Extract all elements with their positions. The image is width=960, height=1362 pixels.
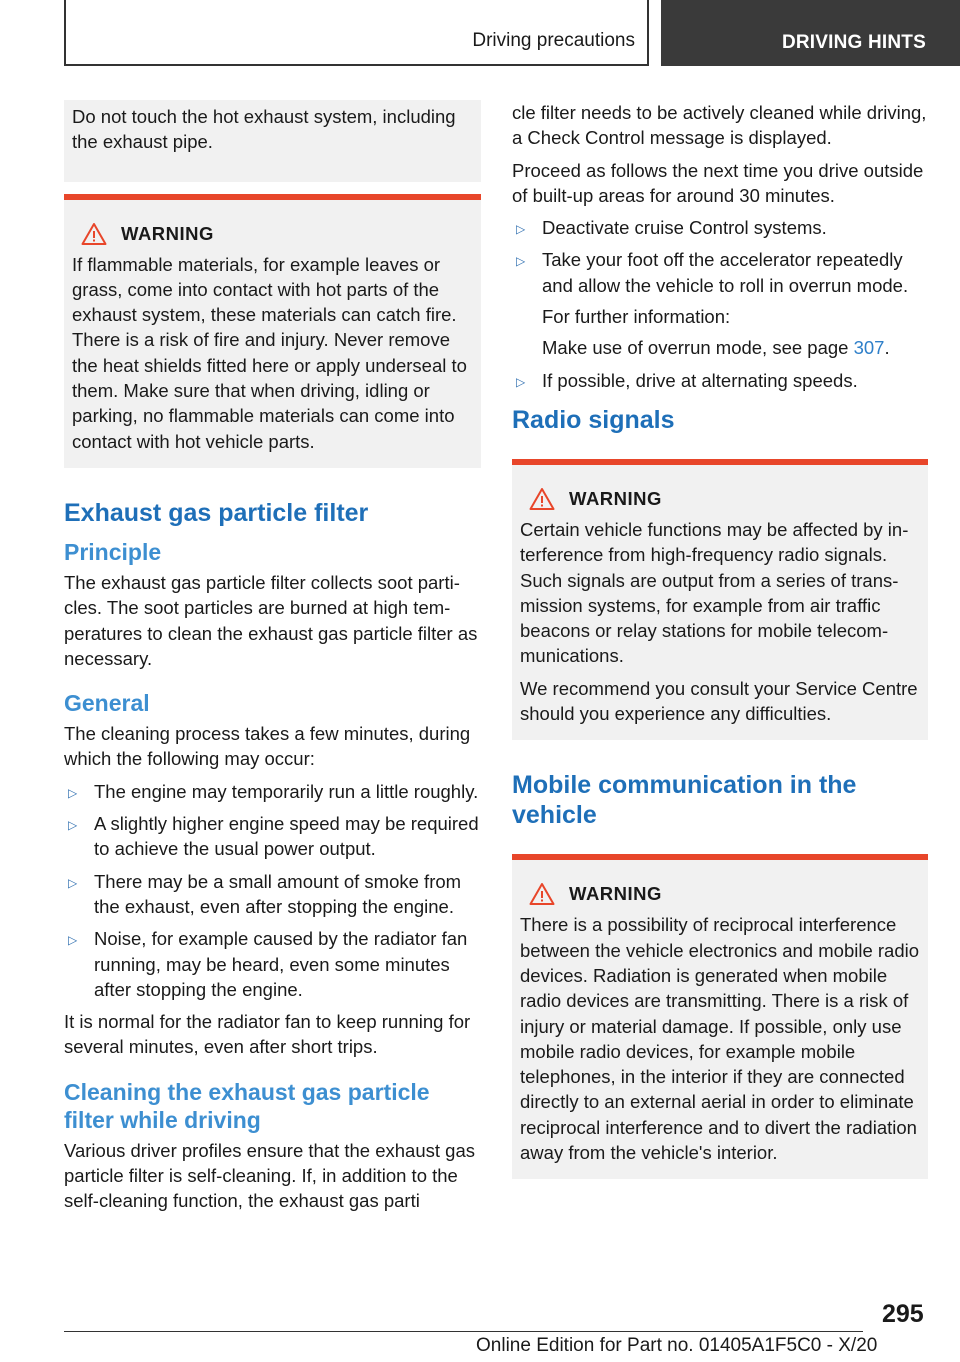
triangle-bullet-icon: ▷ (516, 254, 526, 269)
list-item: ▷ If possible, drive at alternating speeds. (512, 368, 928, 393)
principle-text: The exhaust gas particle filter collects soot particles. The soot particles are burned at high temperatures to clean the exhaust gas particle filter as necessary. (64, 571, 478, 669)
header-bottom-rule (64, 64, 649, 66)
warning-title (520, 487, 920, 511)
notice-text: Do not touch the hot exhaust system, including the exhaust pipe. (72, 106, 456, 153)
warning-box-radio (512, 459, 928, 740)
warning-text: Certain vehicle functions may be affected by interference from high-frequency radio signals. Such signals are output from a series of transmission systems, for example from air traffic beacons or relay stations for mobile telecommunications. (520, 518, 909, 667)
warning-text: If flammable materials, for example leaves or grass, come into contact with hot parts of the exhaust system, these materials can catch fire. There is a risk of fire and injury. Never remove the heat shields fitted here or apply underseal to them. Make sure that when driving, idling or parking, no flammable materials can come into contact with hot vehicle parts. (72, 253, 467, 452)
list-item: ▷ Noise, for example caused by the radiator fan running, may be heard, even some minutes after stopping the engine. (68, 928, 468, 1000)
cross-reference: Make use of overrun mode, see page 307. (542, 337, 890, 359)
warning-text: There is a possibility of reciprocal interference between the vehicle electronics and mobile radio devices. Radiation is generated when mobile radio devices are transmitting. There is a risk of injury or material damage. If possible, only use mobile radio devices, for example mobile telephones, in the interior if they are connected directly to an external aerial in order to eliminate reciprocal interference and to divert the radiation away from the vehicle's interior. (520, 914, 920, 1164)
warning-box-mobile (512, 854, 928, 1179)
list-item: ▷ Take your foot off the accelerator repeatedly and allow the vehicle to roll in overrun mode. For further information: Make use of overrun mode, see page 307. (512, 247, 928, 360)
chapter-label: DRIVING HINTS (781, 32, 926, 53)
triangle-bullet-icon: ▷ (68, 818, 78, 833)
list-item: ▷ A slightly higher engine speed may be required to achieve the usual power output. (68, 813, 479, 860)
heading-radio-signals: Radio signals (512, 405, 675, 434)
list-item: ▷ Deactivate cruise Control systems. (512, 215, 928, 240)
normal-text: It is normal for the radiator fan to keep running for several minutes, even after short trips. (64, 1011, 471, 1058)
heading-principle: Principle (64, 538, 162, 565)
footer-edition: Online Edition for Part no. 01405A1F5C0 - X/20 (476, 1335, 878, 1356)
further-info-label: For further information: (542, 306, 731, 328)
warning-triangle-icon (81, 222, 107, 246)
warning-title (520, 882, 920, 906)
triangle-bullet-icon: ▷ (516, 374, 526, 389)
page-number: 295 (882, 1300, 924, 1328)
heading-cleaning: Cleaning the exhaust gas particle filter while driving (64, 1078, 430, 1133)
warning-text: We recommend you consult your Service Centre should you experience any difficulties. (520, 677, 918, 725)
right-column (512, 100, 928, 1209)
left-column (64, 100, 481, 1221)
warning-title-text: WARNING (569, 487, 662, 509)
warning-triangle-icon (529, 487, 555, 511)
warning-title-text: WARNING (569, 883, 662, 905)
header-chapter-tab (661, 0, 960, 66)
header-left-rule (64, 0, 66, 66)
triangle-bullet-icon: ▷ (68, 933, 78, 948)
page-link[interactable]: 307 (853, 337, 885, 359)
heading-particle-filter: Exhaust gas particle filter (64, 498, 369, 527)
proceed-bullet-list (512, 215, 928, 393)
warning-title (72, 222, 473, 246)
cleaning-text: Various driver profiles ensure that the exhaust gas particle filter is self-cleaning. If, in addition to the self-cleaning function, the exhaust gas parti (64, 1139, 475, 1212)
continued-text: cle filter needs to be actively cleaned while driving, a Check Control message is displayed. (512, 102, 927, 149)
triangle-bullet-icon: ▷ (68, 785, 78, 800)
header-right-rule (647, 0, 649, 66)
heading-mobile-communication: Mobile communication in the vehicle (512, 771, 857, 830)
warning-title-text: WARNING (121, 222, 214, 244)
warning-box-exhaust (64, 194, 481, 468)
notice-box (64, 100, 481, 182)
general-text: The cleaning process takes a few minutes, during which the following may occur: (64, 723, 471, 770)
list-item: ▷ There may be a small amount of smoke from the exhaust, even after stopping the engine. (68, 870, 462, 917)
header-section-title: Driving precautions (472, 30, 635, 51)
proceed-text: Proceed as follows the next time you drive outside of built-up areas for around 30 minutes. (512, 159, 924, 206)
warning-triangle-icon (529, 882, 555, 906)
triangle-bullet-icon: ▷ (516, 222, 526, 237)
heading-general: General (64, 690, 150, 717)
general-bullet-list (64, 779, 481, 1002)
triangle-bullet-icon: ▷ (68, 875, 78, 890)
footer-rule (64, 1331, 863, 1332)
list-item: ▷ The engine may temporarily run a little roughly. (64, 779, 481, 804)
